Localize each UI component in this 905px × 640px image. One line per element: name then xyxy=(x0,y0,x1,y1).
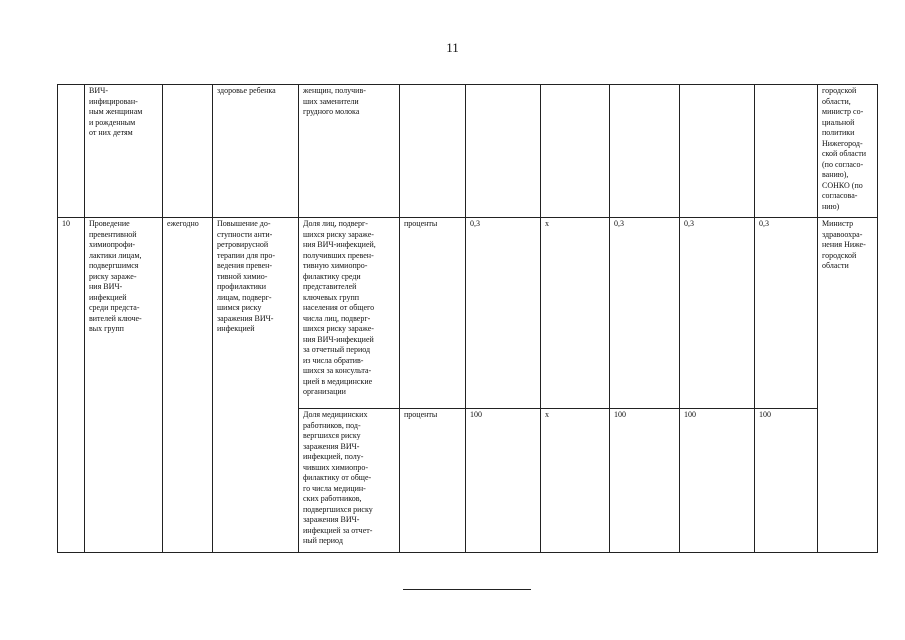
row-number: 10 xyxy=(62,219,70,228)
cell-value-2 xyxy=(541,409,610,553)
indicator-text: Доля медицинских работников, под- вергшихся риску заражения ВИЧ- инфекцией, полу- чивших химиопро- филактику от обще- го числа медицин- ских работников, подвергшихся риску заражения ВИЧ- инфекцией за отчет- ный период xyxy=(303,410,373,545)
cell-event xyxy=(85,85,163,218)
period-text: ежегодно xyxy=(167,219,199,228)
event-text: ВИЧ- инфицирован- ным женщинам и рожденным от них детям xyxy=(89,86,143,137)
cell-goal xyxy=(213,85,299,218)
cell-value-1 xyxy=(466,409,541,553)
cell-unit xyxy=(400,218,466,409)
cell-value-2 xyxy=(541,218,610,409)
cell-indicator xyxy=(299,409,400,553)
value-text: 0,3 xyxy=(684,219,694,228)
cell-value-1 xyxy=(466,218,541,409)
cell-period xyxy=(163,85,213,218)
cell-value-3 xyxy=(610,218,680,409)
responsible-text: городской области, министр со- циальной политики Нижегород- ской области (по согласо- ванию), СОНКО (по согласова- нию) xyxy=(822,86,867,211)
cell-indicator xyxy=(299,218,400,409)
goal-text: здоровье ребенка xyxy=(217,86,276,95)
value-text: х xyxy=(545,410,549,419)
cell-value-3 xyxy=(610,85,680,218)
cell-value-4 xyxy=(680,409,755,553)
measures-table xyxy=(57,84,878,553)
cell-unit xyxy=(400,85,466,218)
cell-number xyxy=(58,218,85,553)
event-text: Проведение превентивной химиопрофи- лактики лицам, подвергшимся риску зараже- ния ВИЧ- инфекцией среди предста- вителей ключе- вых групп xyxy=(89,219,142,333)
cell-value-4 xyxy=(680,218,755,409)
value-text: 100 xyxy=(614,410,626,419)
cell-responsible xyxy=(818,85,878,218)
value-text: 100 xyxy=(684,410,696,419)
indicator-text: женщин, получив- ших заменители грудного молока xyxy=(303,86,366,116)
responsible-text: Министр здравоохра- нения Ниже- городской области xyxy=(822,219,866,270)
cell-goal xyxy=(213,218,299,553)
unit-text: проценты xyxy=(404,410,438,419)
cell-responsible xyxy=(818,218,878,553)
cell-value-5 xyxy=(755,218,818,409)
value-text: 0,3 xyxy=(759,219,769,228)
cell-indicator xyxy=(299,85,400,218)
table-row-10 xyxy=(58,218,878,409)
cell-event xyxy=(85,218,163,553)
cell-value-5 xyxy=(755,85,818,218)
cell-value-3 xyxy=(610,409,680,553)
value-text: 0,3 xyxy=(614,219,624,228)
goal-text: Повышение до- ступности анти- ретровирусной терапии для про- ведения превен- тивной химио- профилактики лицам, подверг- шимся риску заражения ВИЧ- инфекцией xyxy=(217,219,276,333)
cell-period xyxy=(163,218,213,553)
table-row-continuation xyxy=(58,85,878,218)
cell-value-4 xyxy=(680,85,755,218)
cell-value-2 xyxy=(541,85,610,218)
cell-number xyxy=(58,85,85,218)
footer-divider xyxy=(403,589,531,590)
cell-value-5 xyxy=(755,409,818,553)
cell-unit xyxy=(400,409,466,553)
value-text: х xyxy=(545,219,549,228)
value-text: 0,3 xyxy=(470,219,480,228)
value-text: 100 xyxy=(759,410,771,419)
cell-value-1 xyxy=(466,85,541,218)
page-number: 11 xyxy=(446,40,459,55)
value-text: 100 xyxy=(470,410,482,419)
unit-text: проценты xyxy=(404,219,438,228)
indicator-text: Доля лиц, подверг- шихся риску зараже- ния ВИЧ-инфекцией, получивших превен- тивную химиопро- филактику среди представителей ключевых групп населения от общего числа лиц, подверг- шихся риску зараже- ния ВИЧ-инфекцией за отчетный период из числа обратив- шихся за консульта- цией в медицинские организации xyxy=(303,219,376,396)
